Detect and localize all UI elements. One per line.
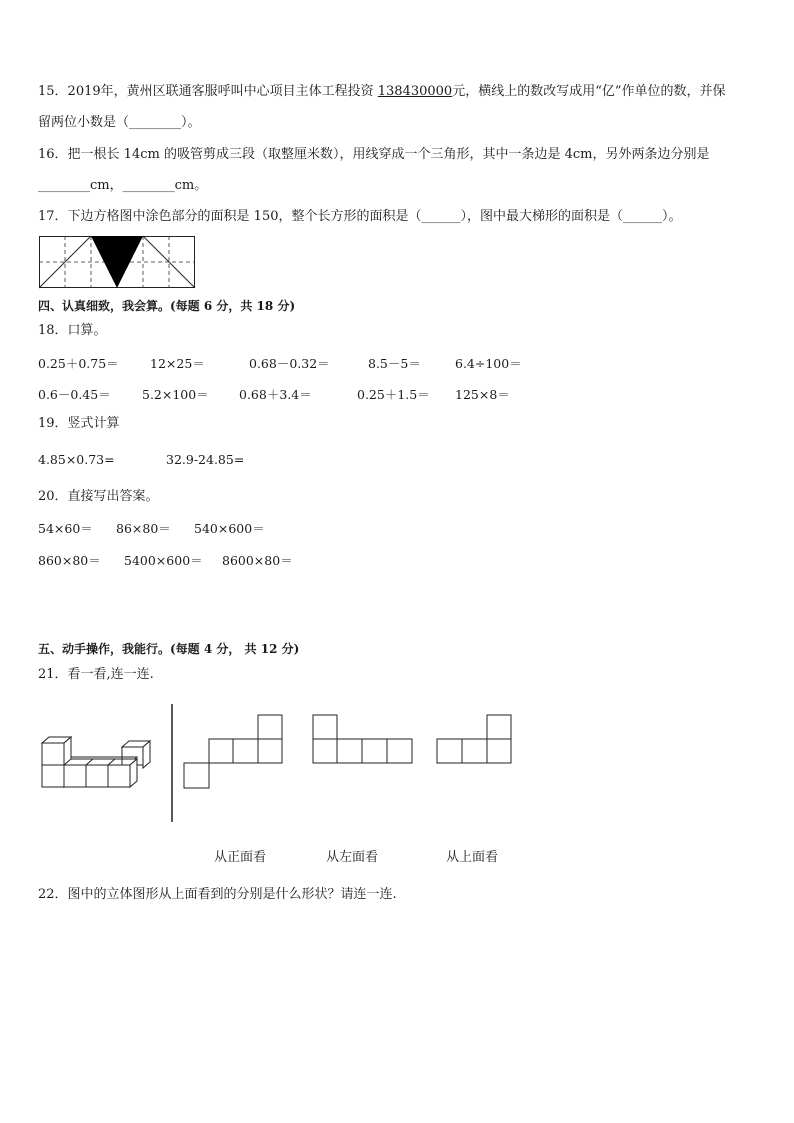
- caption-front-view: 从正面看: [214, 850, 267, 865]
- q19-item1: 4.85×0.73=: [38, 452, 115, 467]
- q15-text-prefix: 15．2019年，黄州区联通客服呼叫中心项目主体工程投资: [38, 84, 378, 99]
- q15-text-suffix: 元，横线上的数改写成用“亿”作单位的数，并保: [452, 84, 726, 99]
- q20-row1-item1: 54×60＝: [38, 521, 93, 536]
- q18-row1-item2: 12×25＝: [150, 356, 205, 371]
- q18-row1-item4: 8.5－5＝: [368, 356, 421, 371]
- cube-solid-figure: [40, 735, 155, 793]
- q15-line2: 留两位小数是（________）。: [38, 115, 201, 130]
- q15-line1: [38, 83, 726, 101]
- q18-row1-item3: 0.68－0.32＝: [249, 356, 330, 371]
- q18-row2-item4: 0.25＋1.5＝: [357, 387, 430, 402]
- q20-row1-item2: 86×80＝: [116, 521, 171, 536]
- q18-row1-item1: 0.25＋0.75＝: [38, 356, 119, 371]
- q20-title: 20．直接写出答案。: [38, 489, 159, 504]
- q16-line1: 16．把一根长 14cm 的吸管剪成三段（取整厘米数），用线穿成一个三角形，其中一条边是 4cm，另外两条边分别是: [38, 147, 710, 162]
- q17-line1: 17．下边方格图中涂色部分的面积是 150，整个长方形的面积是（______），图中最大梯形的面积是（______）。: [38, 209, 682, 224]
- q18-row2-item5: 125×8＝: [455, 387, 510, 402]
- q21-title: 21．看一看,连一连.: [38, 667, 154, 682]
- q15-amount: 138430000: [377, 84, 453, 99]
- q17-grid-figure: [39, 236, 195, 288]
- view-diagram-1: [183, 714, 283, 790]
- q22-title: 22．图中的立体图形从上面看到的分别是什么形状？请连一连.: [38, 887, 397, 902]
- divider-line: [170, 704, 174, 822]
- q18-row2-item2: 5.2×100＝: [142, 387, 209, 402]
- caption-top-view: 从上面看: [446, 850, 499, 865]
- q18-row1-item5: 6.4÷100＝: [455, 356, 522, 371]
- q20-row2-item2: 5400×600＝: [124, 553, 203, 568]
- q20-row2-item3: 8600×80＝: [222, 553, 293, 568]
- section4-heading: 四、认真细致，我会算。(每题 6 分，共 18 分): [38, 299, 296, 313]
- q19-title: 19．竖式计算: [38, 416, 120, 431]
- view-diagram-2: [312, 714, 414, 766]
- q20-row1-item3: 540×600＝: [194, 521, 265, 536]
- q20-row2-item1: 860×80＝: [38, 553, 101, 568]
- q18-row2-item1: 0.6－0.45＝: [38, 387, 111, 402]
- section5-heading: 五、动手操作，我能行。(每题 4 分， 共 12 分): [38, 642, 300, 656]
- caption-left-view: 从左面看: [326, 850, 379, 865]
- q16-line2: ________cm，________cm。: [38, 178, 208, 193]
- view-diagram-3: [436, 714, 514, 766]
- q18-title: 18．口算。: [38, 323, 107, 338]
- q19-item2: 32.9-24.85=: [166, 452, 245, 467]
- q18-row2-item3: 0.68＋3.4＝: [239, 387, 312, 402]
